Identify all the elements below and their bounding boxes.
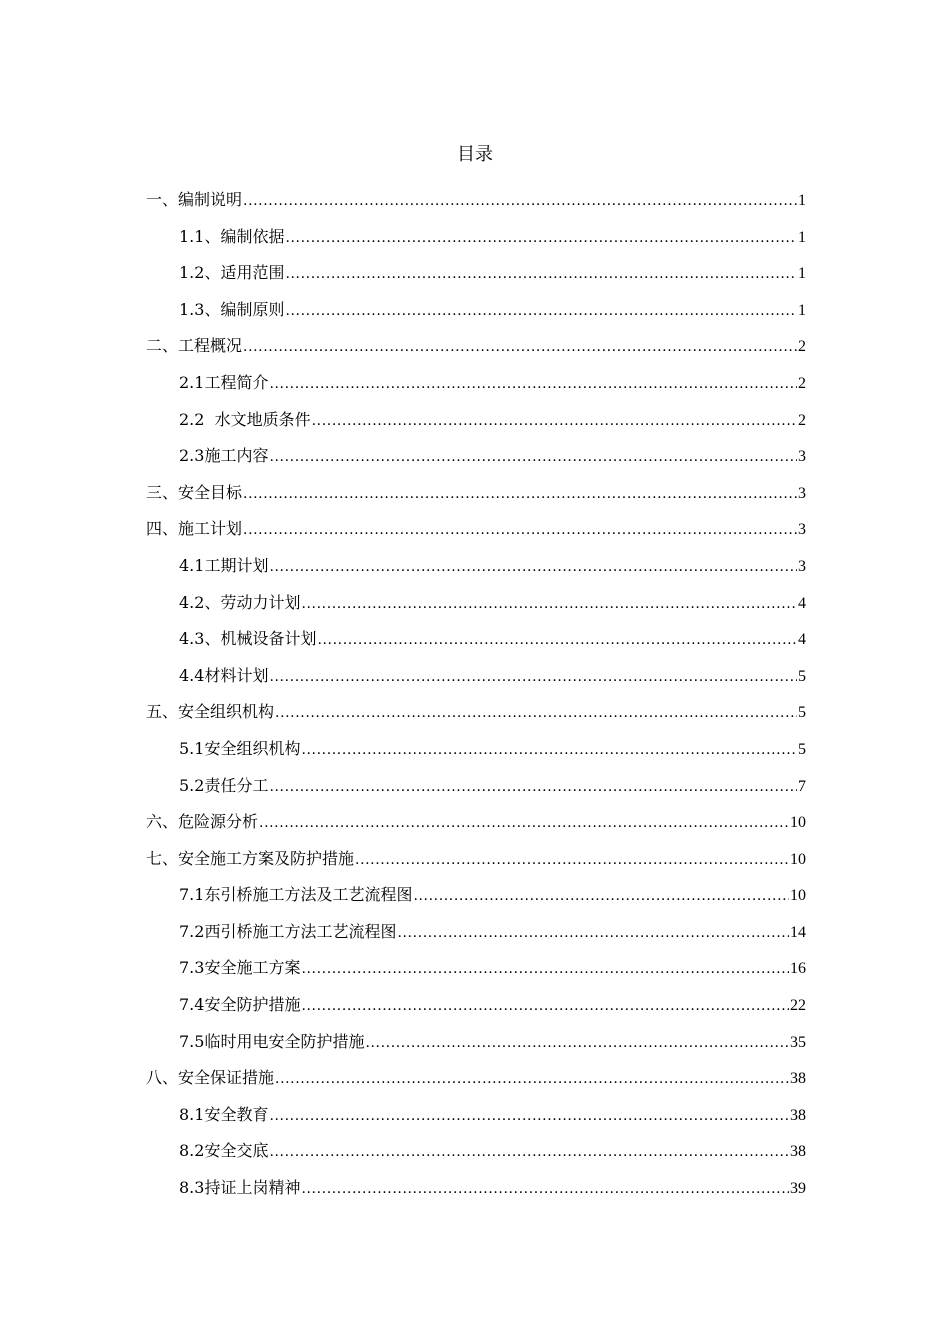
toc-entry-label: 二、工程概况 [146,336,243,356]
toc-entry-label: 7.5临时用电安全防护措施 [179,1031,365,1051]
toc-dot-leader [365,1028,789,1058]
toc-entry-label: 1.3、编制原则 [179,299,285,319]
toc-dot-leader [413,881,789,911]
toc-entry-page-number: 39 [790,1180,806,1198]
toc-dot-leader [269,772,797,802]
toc-dot-leader [285,296,797,326]
toc-entry-page-number: 22 [790,997,806,1015]
toc-entry[interactable] [146,1136,806,1173]
toc-dot-leader [269,1137,789,1167]
toc-entry-page-number: 16 [790,960,806,978]
toc-entry[interactable] [146,588,806,625]
toc-entry-label: 8.3持证上岗精神 [179,1178,301,1198]
toc-entry-page-number: 3 [798,448,806,466]
toc-entry[interactable] [146,295,806,332]
toc-entry-label: 5.1安全组织机构 [179,738,301,758]
toc-entry[interactable] [146,880,806,917]
toc-entry-label: 五、安全组织机构 [146,702,275,722]
toc-entry-label: 三、安全目标 [146,482,243,502]
toc-entry-page-number: 38 [790,1106,806,1124]
toc-entry-label: 4.2、劳动力计划 [179,592,301,612]
toc-entry[interactable] [146,1100,806,1137]
toc-entry[interactable] [146,331,806,368]
toc-entry-page-number: 1 [798,265,806,283]
toc-dot-leader [243,332,797,362]
toc-entry[interactable] [146,1173,806,1210]
toc-entry-label: 四、施工计划 [146,519,243,539]
toc-dot-leader [301,735,797,765]
toc-entry[interactable] [146,953,806,990]
toc-dot-leader [243,186,797,216]
toc-entry[interactable] [146,551,806,588]
toc-entry-label: 8.1安全教育 [179,1104,269,1124]
toc-dot-leader [269,662,797,692]
toc-entry[interactable] [146,990,806,1027]
toc-list [146,185,806,1210]
toc-entry-label: 5.2责任分工 [179,775,269,795]
toc-entry-page-number: 5 [798,740,806,758]
toc-entry-label: 六、危险源分析 [146,812,259,832]
toc-entry-page-number: 2 [798,338,806,356]
toc-entry-page-number: 10 [790,887,806,905]
toc-entry[interactable] [146,1063,806,1100]
toc-entry-page-number: 2 [798,374,806,392]
toc-entry[interactable] [146,771,806,808]
toc-dot-leader [317,625,797,655]
toc-entry[interactable] [146,624,806,661]
toc-entry-label: 4.1工期计划 [179,555,269,575]
toc-entry-page-number: 3 [798,484,806,502]
toc-entry-page-number: 38 [790,1070,806,1088]
toc-entry-label: 2.3施工内容 [179,446,269,466]
toc-entry[interactable] [146,1027,806,1064]
toc-entry-page-number: 3 [798,521,806,539]
toc-entry-page-number: 5 [798,667,806,685]
toc-dot-leader [275,698,797,728]
toc-entry[interactable] [146,697,806,734]
toc-entry-page-number: 5 [798,704,806,722]
toc-dot-leader [243,479,797,509]
toc-dot-leader [285,223,797,253]
toc-entry-page-number: 4 [798,594,806,612]
toc-entry[interactable] [146,734,806,771]
toc-entry-label: 7.3安全施工方案 [179,958,301,978]
toc-dot-leader [269,1101,789,1131]
toc-entry[interactable] [146,514,806,551]
toc-entry-label: 一、编制说明 [146,190,243,209]
toc-entry-label: 1.2、适用范围 [179,263,285,283]
toc-entry-page-number: 10 [790,814,806,832]
toc-entry[interactable] [146,844,806,881]
toc-dot-leader [275,1064,789,1094]
toc-entry[interactable] [146,441,806,478]
toc-entry-page-number: 14 [790,923,806,941]
toc-dot-leader [285,259,797,289]
toc-title: 目录 [457,144,493,165]
toc-entry-page-number: 10 [790,850,806,868]
toc-entry-page-number: 3 [798,557,806,575]
toc-entry-page-number: 35 [790,1033,806,1051]
toc-entry-page-number: 38 [790,1143,806,1161]
toc-entry-page-number: 1 [798,192,806,209]
toc-entry[interactable] [146,185,806,222]
toc-entry-label: 8.2安全交底 [179,1141,269,1161]
toc-entry-label: 2.2 水文地质条件 [179,409,311,429]
toc-entry[interactable] [146,258,806,295]
toc-dot-leader [269,552,797,582]
toc-dot-leader [269,369,797,399]
toc-dot-leader [269,442,797,472]
toc-entry-label: 七、安全施工方案及防护措施 [146,848,355,868]
toc-entry-label: 7.1东引桥施工方法及工艺流程图 [179,885,413,905]
toc-entry[interactable] [146,661,806,698]
toc-entry-label: 4.4材料计划 [179,665,269,685]
toc-dot-leader [301,589,797,619]
toc-dot-leader [355,845,789,875]
toc-dot-leader [397,918,789,948]
toc-entry[interactable] [146,405,806,442]
toc-entry[interactable] [146,478,806,515]
toc-entry-label: 7.4安全防护措施 [179,995,301,1015]
toc-entry-label: 八、安全保证措施 [146,1068,275,1088]
toc-entry-label: 1.1、编制依据 [179,226,285,246]
toc-entry-page-number: 2 [798,411,806,429]
toc-dot-leader [259,808,789,838]
toc-dot-leader [301,991,789,1021]
toc-entry-label: 7.2西引桥施工方法工艺流程图 [179,921,397,941]
toc-entry[interactable] [146,917,806,954]
toc-entry-label: 4.3、机械设备计划 [179,629,317,649]
toc-entry-page-number: 1 [798,228,806,246]
toc-dot-leader [312,406,797,436]
toc-entry-page-number: 7 [798,777,806,795]
toc-entry-page-number: 4 [798,631,806,649]
toc-entry[interactable] [146,222,806,259]
toc-dot-leader [243,515,797,545]
toc-entry-page-number: 1 [798,301,806,319]
toc-entry[interactable] [146,807,806,844]
toc-dot-leader [301,954,789,984]
toc-entry-label: 2.1工程简介 [179,372,269,392]
toc-dot-leader [301,1174,789,1204]
toc-entry[interactable] [146,368,806,405]
